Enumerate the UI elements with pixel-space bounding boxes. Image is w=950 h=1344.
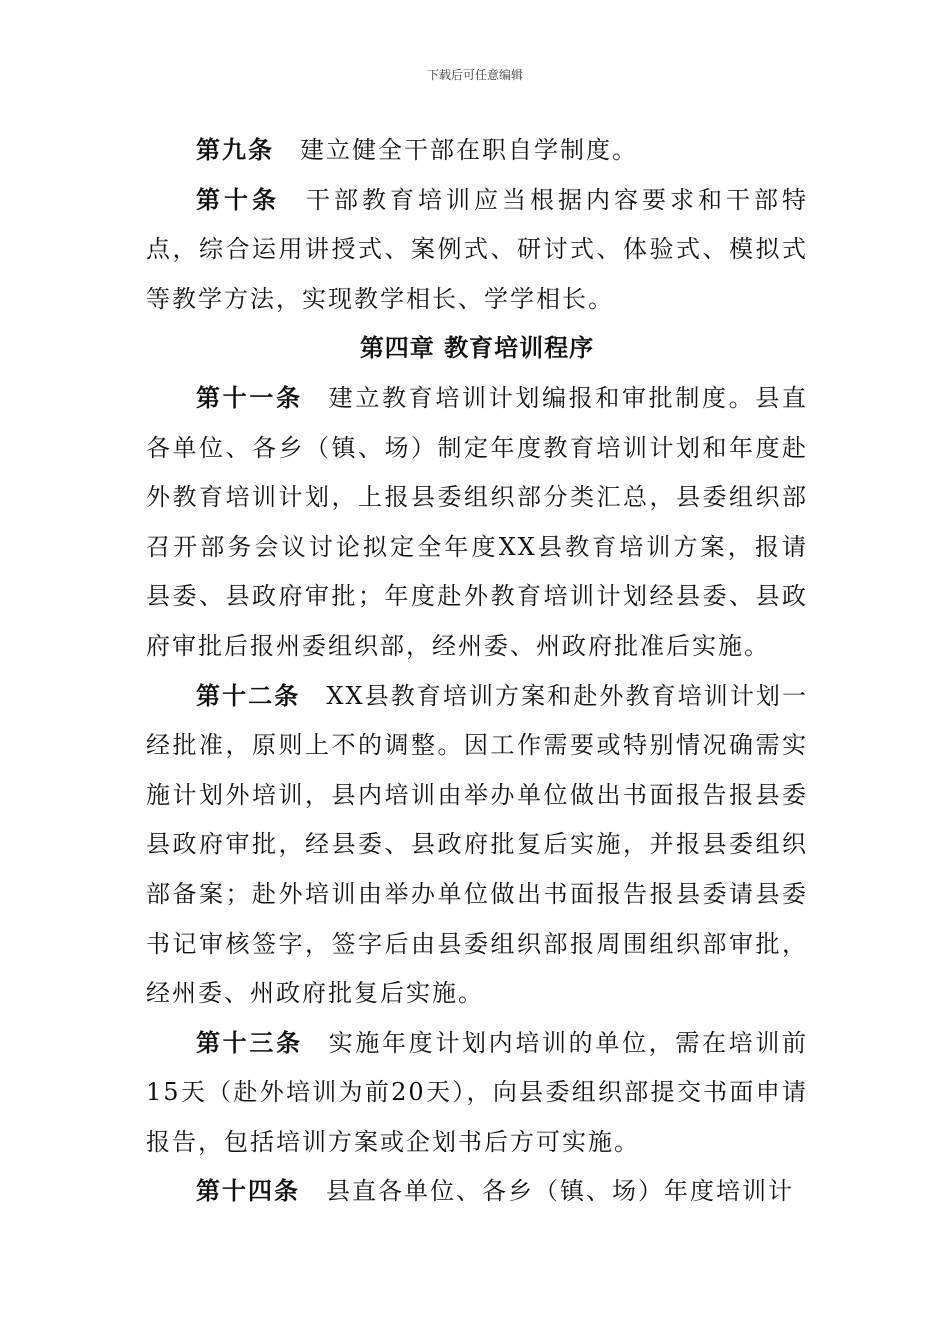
article-number: 第十三条 [196, 1028, 303, 1057]
article-number: 第十四条 [196, 1177, 300, 1206]
article-13 [146, 1019, 808, 1168]
document-body [146, 126, 808, 1217]
page-header: 下载后可任意编辑 [426, 68, 523, 82]
article-10 [146, 176, 808, 325]
article-9 [146, 126, 808, 176]
chapter-heading: 第四章 教育培训程序 [359, 334, 595, 363]
article-text: 建立健全干部在职自学制度。 [300, 136, 638, 164]
article-number: 第十二条 [196, 681, 301, 710]
article-number: 第十条 [196, 185, 280, 214]
article-number: 第九条 [196, 136, 274, 164]
article-text: XX县教育培训方案和赴外教育培训计划一经批准，原则上不的调整。因工作需要或特别情况确需实施计划外培训，县内培训由举办单位做出书面报告报县委县政府审批，经县委、县政府批复后实施，并报县委组织部备案；赴外培训由举办单位做出书面报告报县委请县委书记审核签字，签字后由县委组织部报周围组织部审批，经州委、州政府批复后实施。 [146, 681, 809, 1008]
article-number: 第十一条 [196, 383, 303, 412]
article-14 [146, 1167, 808, 1217]
article-11 [146, 374, 808, 672]
article-text: 实施年度计划内培训的单位，需在培训前15天（赴外培训为前20天），向县委组织部提交书面申请报告，包括培训方案或企划书后方可实施。 [146, 1028, 809, 1156]
article-text: 干部教育培训应当根据内容要求和干部特点，综合运用讲授式、案例式、研讨式、体验式、模拟式等教学方法，实现教学相长、学学相长。 [146, 185, 808, 313]
article-text: 县直各单位、各乡（镇、场）年度培训计 [326, 1177, 794, 1206]
article-12 [146, 672, 808, 1019]
article-text: 建立教育培训计划编报和审批制度。县直各单位、各乡（镇、场）制定年度教育培训计划和年度赴外教育培训计划，上报县委组织部分类汇总，县委组织部召开部务会议讨论拟定全年度XX县教育培训方案，报请县委、县政府审批；年度赴外教育培训计划经县委、县政府审批后报州委组织部，经州委、州政府批准后实施。 [146, 383, 809, 660]
